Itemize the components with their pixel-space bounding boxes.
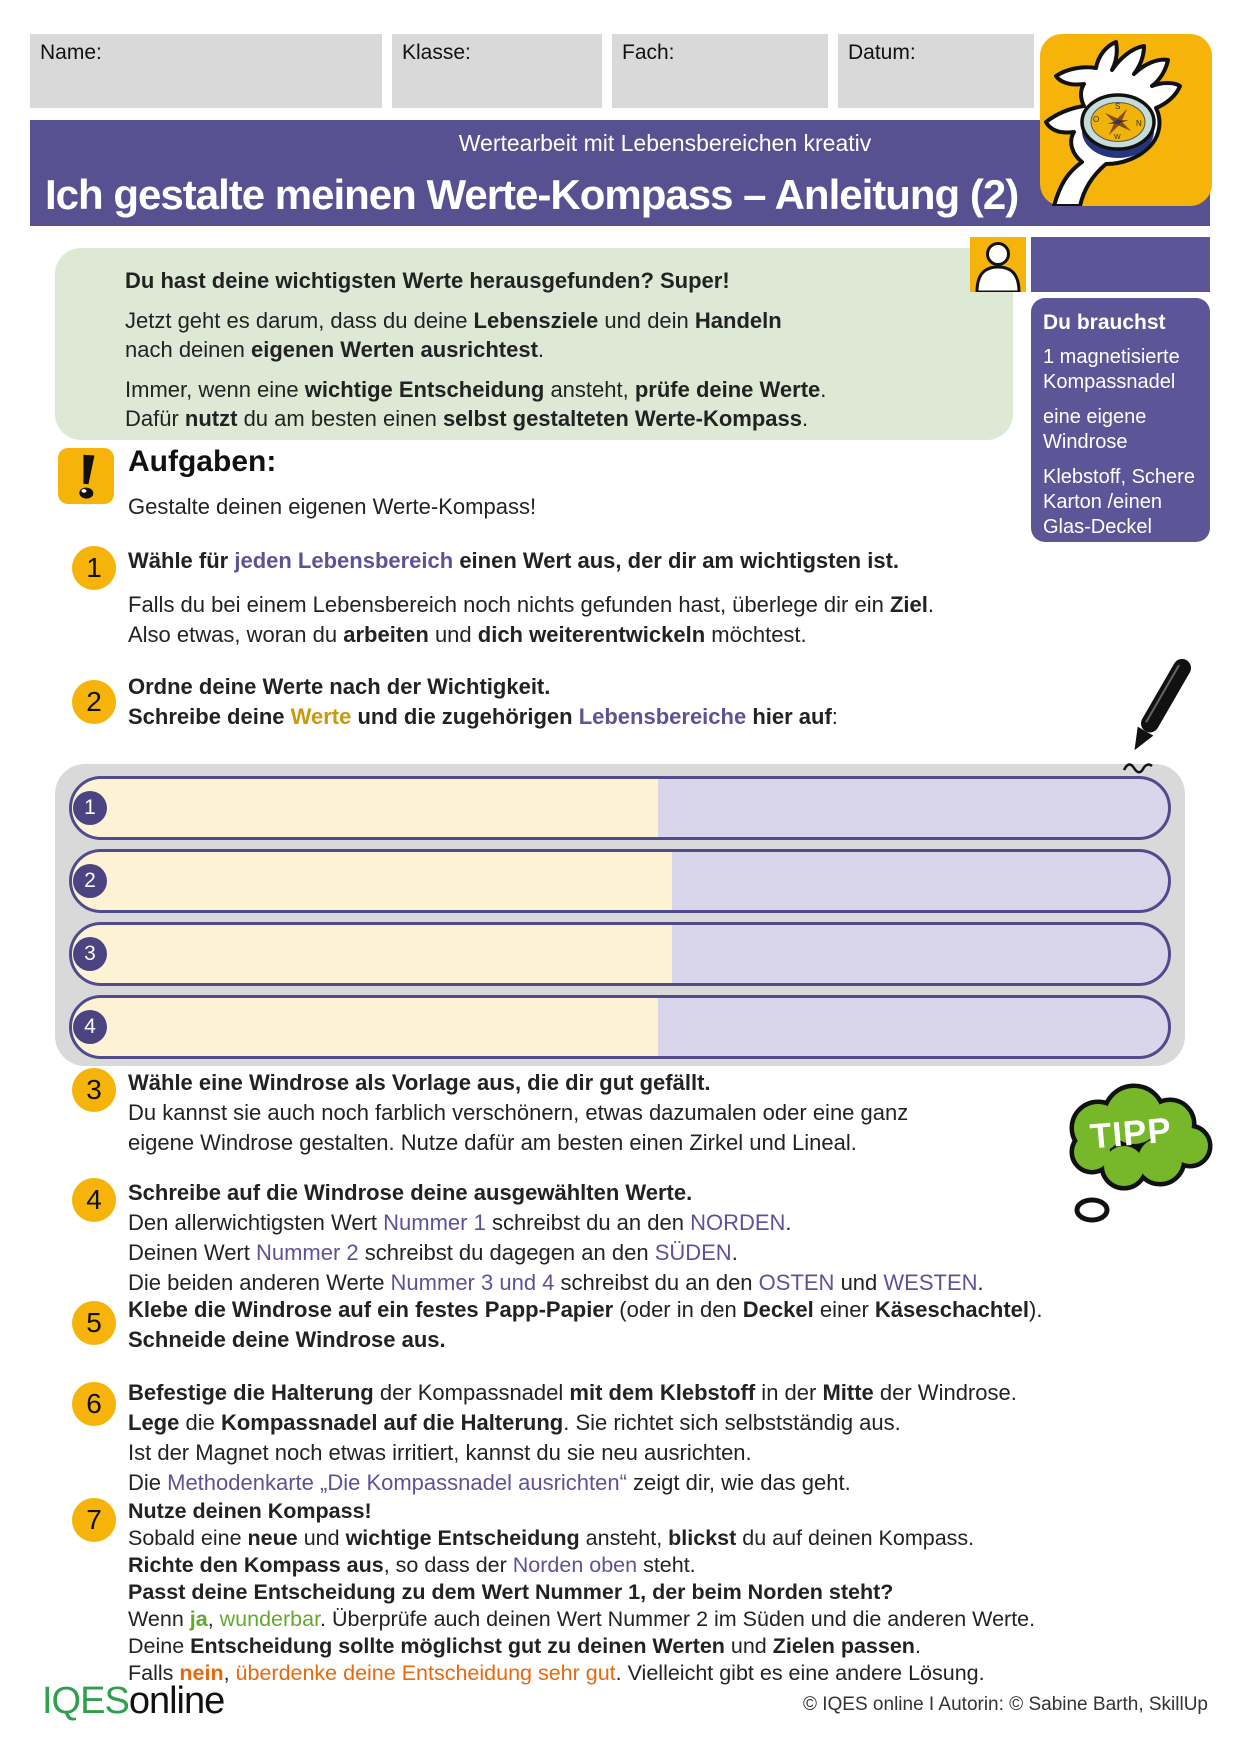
materials-item: eine eigene Windrose (1043, 406, 1147, 453)
value-input-area[interactable] (72, 998, 658, 1056)
page-title: Ich gestalte meinen Werte-Kompass – Anleitung (2) (45, 171, 1019, 218)
iqes-logo (42, 1680, 224, 1723)
task-line: Falls du bei einem Lebensbereich noch nichts gefunden hast, überlege dir ein Ziel. (128, 592, 934, 617)
pen-icon (1116, 658, 1196, 788)
logo-online-text: online (128, 1680, 225, 1722)
value-row-1 (69, 776, 1171, 840)
person-icon (970, 237, 1026, 292)
task-line: Schreibe deine Werte und die zugehörigen Lebensbereiche hier auf: (128, 704, 838, 729)
task-1-number: 1 (72, 546, 116, 590)
value-row-4 (69, 995, 1171, 1059)
hand-compass-icon (1040, 34, 1212, 206)
materials-item: 1 magnetisierte Kompassnadel (1043, 346, 1180, 393)
svg-text:S: S (1115, 102, 1121, 111)
row-number-2: 2 (73, 864, 107, 898)
task-line: Die Methodenkarte „Die Kompassnadel ausrichten“ zeigt dir, wie das geht. (128, 1470, 851, 1495)
task-4-number: 4 (72, 1178, 116, 1222)
value-row-2-pill[interactable] (69, 849, 1171, 913)
row-number-4: 4 (73, 1010, 107, 1044)
intro-box (55, 248, 1013, 440)
task-line: Den allerwichtigsten Wert Nummer 1 schreibst du an den NORDEN. (128, 1210, 792, 1235)
task-line: Wenn ja, wunderbar. Überprüfe auch deinen Wert Nummer 2 im Süden und die anderen Werte. (128, 1607, 1036, 1631)
svg-text:O: O (1093, 115, 1100, 124)
task-line: Die beiden anderen Werte Nummer 3 und 4 schreibst du an den OSTEN und WESTEN. (128, 1270, 984, 1295)
task-line: Lege die Kompassnadel auf die Halterung. Sie richtet sich selbstständig aus. (128, 1410, 901, 1435)
task-line: Wähle eine Windrose als Vorlage aus, die dir gut gefällt. (128, 1070, 711, 1095)
intro-paragraph: Jetzt geht es darum, dass du deine Lebensziele und dein Handeln nach deinen eigenen Werten ausrichtest. (125, 308, 782, 362)
task-line: Deinen Wert Nummer 2 schreibst du dagegen an den SÜDEN. (128, 1240, 738, 1265)
task-line: Passt deine Entscheidung zu dem Wert Nummer 1, der beim Norden steht? (128, 1580, 894, 1604)
datum-label: Datum: (848, 41, 916, 64)
name-label: Name: (40, 41, 102, 64)
name-field[interactable] (30, 34, 382, 108)
exclamation-icon (58, 448, 114, 504)
fach-field[interactable] (612, 34, 828, 108)
value-row-1-pill[interactable] (69, 776, 1171, 840)
task-5-number: 5 (72, 1301, 116, 1345)
values-list-panel (55, 764, 1185, 1066)
datum-field[interactable] (838, 34, 1034, 108)
hand-compass-illustration (1040, 34, 1212, 206)
tip-bubble (1056, 1078, 1220, 1230)
task-line: Deine Entscheidung sollte möglichst gut zu deinen Werten und Zielen passen. (128, 1634, 921, 1658)
value-row-4-pill[interactable] (69, 995, 1171, 1059)
task-line: Nutze deinen Kompass! (128, 1499, 372, 1523)
task-line: Ordne deine Werte nach der Wichtigkeit. (128, 674, 551, 699)
row-number-3: 3 (73, 937, 107, 971)
value-row-3 (69, 922, 1171, 986)
intro-paragraph: Immer, wenn eine wichtige Entscheidung ansteht, prüfe deine Werte. Dafür nutzt du am besten einen selbst gestalteten Werte-Kompass. (125, 377, 827, 431)
title-band (30, 120, 1210, 226)
task-6-number: 6 (72, 1382, 116, 1426)
value-input-area[interactable] (72, 779, 658, 837)
value-row-2 (69, 849, 1171, 913)
task-line: Sobald eine neue und wichtige Entscheidung ansteht, blickst du auf deinen Kompass. (128, 1526, 975, 1550)
tasks-heading: Aufgaben: (128, 445, 277, 478)
task-line: Du kannst sie auch noch farblich verschönern, etwas dazumalen oder eine ganz (128, 1100, 909, 1125)
materials-item: Klebstoff, Schere Karton /einen Glas-Deckel (1043, 466, 1195, 538)
task-3-number: 3 (72, 1068, 116, 1112)
value-input-area[interactable] (72, 852, 672, 910)
task-line: Klebe die Windrose auf ein festes Papp-Papier (oder in den Deckel einer Käseschachtel). (128, 1297, 1043, 1322)
task-line: Falls nein, überdenke deine Entscheidung sehr gut. Vielleicht gibt es eine andere Lösung. (128, 1661, 985, 1685)
materials-box (1031, 298, 1210, 542)
klasse-label: Klasse: (402, 41, 471, 64)
task-line: Schreibe auf die Windrose deine ausgewählten Werte. (128, 1180, 693, 1205)
task-2-number: 2 (72, 680, 116, 724)
value-row-3-pill[interactable] (69, 922, 1171, 986)
klasse-field[interactable] (392, 34, 602, 108)
task-line: eigene Windrose gestalten. Nutze dafür am besten einen Zirkel und Lineal. (128, 1130, 857, 1155)
svg-text:W: W (1114, 134, 1121, 141)
materials-heading: Du brauchst (1043, 311, 1166, 334)
row-number-1: 1 (73, 791, 107, 825)
task-7-number: 7 (72, 1498, 116, 1542)
task-line: Also etwas, woran du arbeiten und dich weiterentwickeln möchtest. (128, 622, 807, 647)
value-input-area[interactable] (72, 925, 672, 983)
sidebar-header-strip (1031, 237, 1210, 292)
tip-label: TIPP (1088, 1110, 1174, 1157)
series-subtitle: Wertearbeit mit Lebensbereichen kreativ (458, 130, 872, 156)
task-line: Richte den Kompass aus, so dass der Norden oben steht. (128, 1553, 696, 1577)
intro-paragraph: Du hast deine wichtigsten Werte herausgefunden? Super! (125, 268, 730, 293)
fach-label: Fach: (622, 41, 675, 64)
svg-text:N: N (1136, 119, 1142, 128)
tasks-subheading: Gestalte deinen eigenen Werte-Kompass! (128, 494, 537, 519)
copyright-text: © IQES online I Autorin: © Sabine Barth, SkillUp (802, 1694, 1208, 1715)
task-line: Wähle für jeden Lebensbereich einen Wert aus, der dir am wichtigsten ist. (128, 548, 900, 573)
task-line: Ist der Magnet noch etwas irritiert, kannst du sie neu ausrichten. (128, 1440, 752, 1465)
task-line: Schneide deine Windrose aus. (128, 1327, 446, 1352)
logo-iqes-text: IQES (42, 1680, 129, 1722)
task-line: Befestige die Halterung der Kompassnadel mit dem Klebstoff in der Mitte der Windrose. (128, 1380, 1017, 1405)
